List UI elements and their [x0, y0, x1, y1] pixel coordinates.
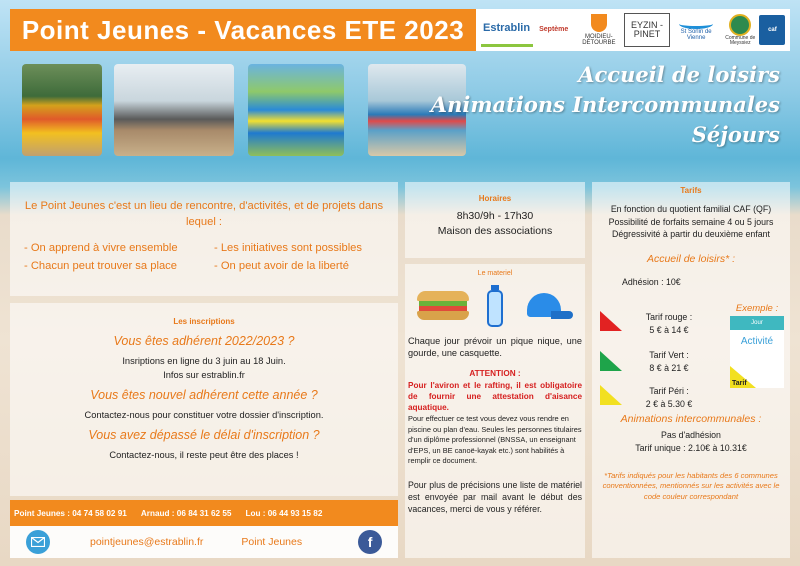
rate-green — [630, 349, 708, 375]
intro-bullet: - On peut avoir de la liberté — [214, 260, 349, 272]
anim-line-1: Pas d'adhésion — [661, 429, 721, 440]
adhesion-fee: Adhésion : 10€ — [622, 276, 681, 287]
inscription-dates: Insriptions en ligne du 3 juin au 18 Juin. — [122, 356, 286, 366]
intro-bullets — [24, 242, 384, 272]
rate-peri-value: 2 € à 5.30 € — [645, 398, 693, 409]
materiel-heading: Le materiel — [477, 270, 513, 277]
photo-kayaks — [22, 64, 102, 156]
logo-caf[interactable]: caf — [759, 15, 785, 45]
rate-green-label: Tarif Vert : — [649, 349, 689, 360]
rate-peri — [630, 385, 708, 411]
slogan — [431, 60, 780, 150]
slogan-line-2: Animations Intercommunales — [430, 92, 780, 117]
rate-peri-label: Tarif Péri : — [649, 385, 689, 396]
red-rate-marker — [600, 311, 622, 331]
attention-text: Pour l'aviron et le rafting, il est obligatoire de fournir une attestation d'aisance aquatique. — [408, 381, 582, 412]
tarifs-heading: Tarifs — [680, 186, 702, 195]
facebook-icon[interactable]: f — [358, 530, 382, 554]
email-link[interactable]: pointjeunes@estrablin.fr — [90, 536, 204, 548]
partner-logos — [476, 9, 790, 51]
photo-group — [114, 64, 234, 156]
inscriptions-heading: Les inscriptions — [173, 317, 235, 326]
phone-arnaud[interactable]: Arnaud : 06 84 31 62 55 — [140, 508, 232, 518]
example-card — [730, 303, 784, 388]
wave-icon — [679, 19, 713, 29]
photo-water-slide — [248, 64, 344, 156]
materiel-text: Chaque jour prévoir un pique nique, une gourde, une casquette. — [408, 336, 582, 358]
intro-bullet: - Chacun peut trouver sa place — [24, 260, 177, 272]
attention-details: Pour effectuer ce test vous devez vous rendre en piscine ou plan d'eau. Seules les personnes titulaires d'un diplôme professionnel (BNSSA, un enseignant d'EPS, un BE canoë-kayak etc.) sont habilités à remplir ce document. — [408, 414, 582, 465]
example-activity-card — [730, 316, 784, 388]
mail-icon[interactable] — [26, 530, 50, 554]
crest-icon — [729, 14, 751, 36]
inscription-info-link[interactable]: Infos sur estrablin.fr — [163, 370, 245, 380]
accueil-heading: Accueil de loisirs* : — [646, 252, 736, 265]
phone-lou[interactable]: Lou : 06 44 93 15 82 — [245, 508, 323, 518]
materiel-icons — [408, 283, 582, 329]
rate-red-label: Tarif rouge : — [645, 311, 693, 322]
green-rate-marker — [600, 351, 622, 371]
example-tarif: Tarif — [732, 379, 747, 387]
logo-st-sorlin[interactable] — [671, 13, 721, 47]
rate-list — [592, 291, 790, 409]
intro-bullet: - On apprend à vivre ensemble — [24, 242, 178, 254]
horaires-hours: 8h30/9h - 17h30 — [456, 210, 534, 222]
intro-panel — [10, 182, 398, 296]
example-label: Exemple : — [735, 302, 779, 314]
horaires-place: Maison des associations — [437, 225, 553, 237]
question-adherent: Vous êtes adhérent 2022/2023 ? — [113, 334, 295, 348]
rate-green-value: 8 € à 21 € — [649, 362, 689, 373]
contact-footer — [10, 526, 398, 558]
tarifs-line-3: Dégressivité à partir du deuxième enfant — [612, 229, 770, 239]
attention-heading: ATTENTION : — [469, 369, 521, 378]
anim-heading: Animations intercommunales : — [620, 412, 762, 425]
contact-phones — [10, 500, 398, 526]
rate-red-value: 5 € à 14 € — [649, 324, 689, 335]
example-activity: Activité — [740, 335, 774, 347]
shield-icon — [591, 14, 607, 32]
tarifs-line-1: En fonction du quotient familial CAF (QF) — [610, 204, 772, 214]
intro-lead: Le Point Jeunes c'est un lieu de rencontre, d'activités, et de projets dans lequel : — [24, 200, 384, 228]
inscriptions-panel — [10, 303, 398, 496]
anim-lines — [592, 429, 790, 455]
envelope-icon — [31, 537, 45, 547]
late-text: Contactez-nous, il reste peut être des places ! — [109, 450, 299, 460]
logo-st-sorlin-label: St Sorlin de Vienne — [680, 28, 712, 41]
question-new-member: Vous êtes nouvel adhérent cette année ? — [90, 388, 318, 402]
water-bottle-icon — [486, 285, 504, 327]
slogan-line-3: Séjours — [691, 122, 780, 147]
horaires-heading: Horaires — [478, 194, 512, 203]
logo-commune-label: Commune de Meyssiez — [725, 34, 756, 46]
phone-point-jeunes[interactable]: Point Jeunes : 04 74 58 02 91 — [14, 508, 127, 518]
example-day: Jour — [730, 316, 784, 330]
tarifs-footnote: *Tarifs indiqués pour les habitants des 6 communes conventionnées, mentionnés sur les activités avec le code couleur correspondant — [602, 470, 780, 501]
horaires-panel — [405, 182, 585, 258]
logo-moidieu[interactable] — [575, 13, 623, 47]
logo-commune[interactable] — [722, 13, 758, 47]
logo-estrablin[interactable]: Estrablin — [481, 13, 533, 47]
cap-icon — [521, 291, 573, 321]
yellow-rate-marker — [600, 385, 622, 405]
anim-line-2: Tarif unique : 2.10€ à 10.31€ — [635, 442, 747, 453]
logo-eyzin-pinet[interactable]: EYZIN - PINET — [624, 13, 670, 47]
question-late: Vous avez dépassé le délai d'inscription ? — [88, 428, 320, 442]
rate-red — [630, 311, 708, 337]
facebook-page-link[interactable]: Point Jeunes — [241, 536, 303, 548]
page-title: Point Jeunes - Vacances ETE 2023 — [10, 9, 476, 51]
tarifs-panel — [592, 182, 790, 558]
materiel-more: Pour plus de précisions une liste de matériel est envoyée par mail avant le début des vacances, merci de vous y référer. — [408, 479, 582, 514]
intro-bullet: - Les initiatives sont possibles — [214, 242, 362, 254]
materiel-panel — [405, 264, 585, 558]
logo-moidieu-label: MOIDIEU-DÉTOURBE — [582, 33, 616, 46]
slogan-line-1: Accueil de loisirs — [578, 62, 780, 87]
tarifs-line-2: Possibilité de forfaits semaine 4 ou 5 jours — [608, 216, 774, 227]
new-member-text: Contactez-nous pour constituer votre dossier d'inscription. — [84, 410, 324, 420]
logo-septeme[interactable]: Septème — [539, 26, 569, 34]
sandwich-icon — [417, 291, 469, 321]
